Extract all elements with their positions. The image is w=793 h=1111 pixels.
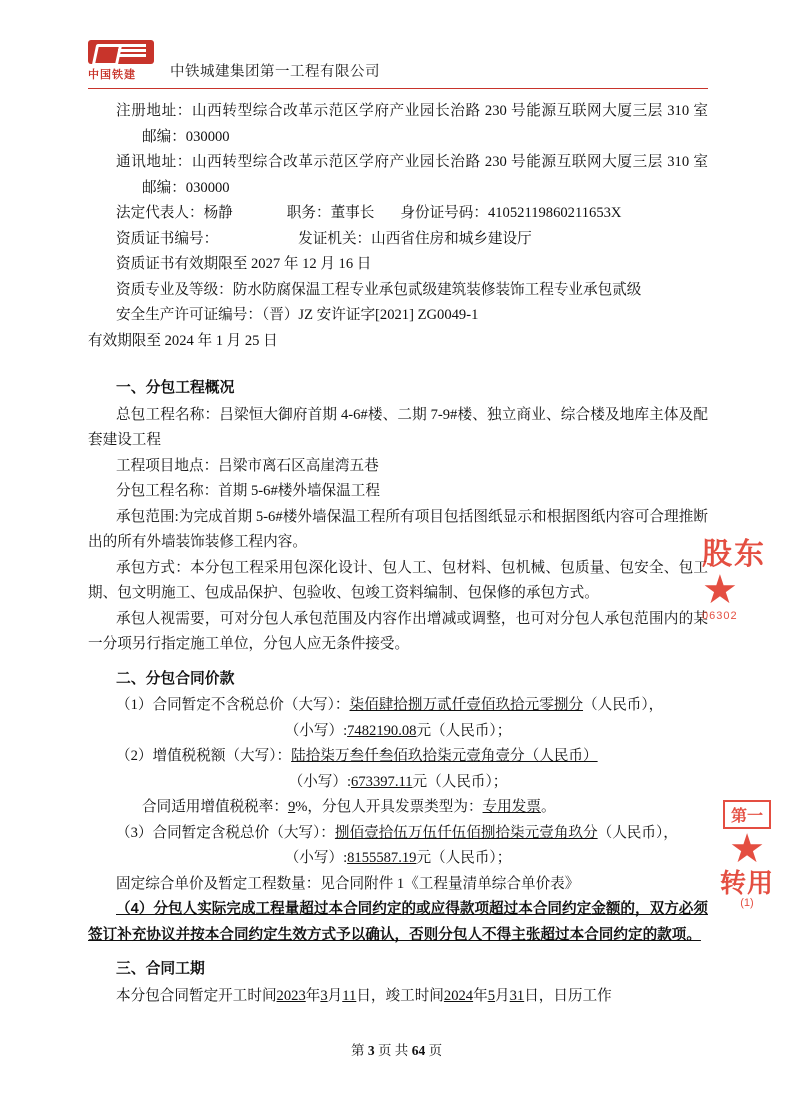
price-item2-line [88, 744, 708, 770]
price-item2-small-line [88, 770, 708, 796]
tax-rate-suffix: 。 [540, 799, 556, 815]
general-project-label: 总包工程名称： [116, 406, 220, 423]
stamp-b-sub: (1) [740, 897, 754, 909]
legal-rep-line [88, 201, 708, 227]
price-item3-prefix: （3）合同暂定含税总价（大写）： [116, 824, 335, 841]
year-unit-2: 年 [473, 987, 488, 1004]
price-item1-small-value: 7482190.08 [347, 722, 417, 739]
red-stamp-transfer [701, 800, 793, 930]
end-year: 2024 [443, 987, 474, 1004]
duration-line [88, 984, 708, 1010]
fixed-price-line: 固定综合单价及暂定工程数量：见合同附件 1《工程量清单综合单价表》 [116, 875, 580, 892]
general-project-value: 吕梁恒大御府首期 4-6#楼、二期 7-9#楼、独立商业、综合楼及地库主体及配套建设工程 [88, 406, 708, 448]
price-item1-small-suffix: 元（人民币）； [416, 722, 512, 739]
stamp-b-main: 转用 [719, 868, 774, 898]
star-icon: ★ [702, 568, 738, 612]
cert-valid-line: 资质证书有效期限至 2027 年 12 月 16 日 [116, 256, 372, 272]
section2-title: 二、分包合同价款 [116, 670, 235, 687]
tax-rate-mid: %，分包人开具发票类型为： [295, 799, 483, 815]
price-item1-small-prefix: （小写）: [284, 722, 348, 739]
company-name: 中铁城建集团第一工程有限公司 [170, 64, 380, 80]
price-item3-small-value: 8155587.19 [347, 850, 417, 866]
tax-rate-line [88, 795, 708, 821]
page-footer [0, 1039, 793, 1059]
price-item3-value: 捌佰壹拾伍万伍仟伍佰捌拾柒元壹角玖分 [334, 824, 598, 841]
mailing-postcode-value: 030000 [185, 179, 230, 196]
end-month: 5 [487, 987, 495, 1004]
section3-title: 三、合同工期 [116, 961, 205, 977]
price-item1-prefix: （1）合同暂定不含税总价（大写）： [116, 697, 350, 713]
sub-project-label: 分包工程名称： [116, 483, 219, 499]
site-line [88, 454, 708, 480]
month-unit-2: 月 [495, 987, 510, 1004]
price-item3-line [88, 821, 708, 847]
registered-postcode-label: 邮编： [142, 128, 186, 145]
sub-project-line [88, 479, 708, 505]
cert-no-line [88, 227, 708, 253]
general-project-line [88, 403, 708, 454]
registered-address-label: 注册地址： [116, 103, 192, 119]
tax-rate-prefix: 合同适用增值税税率： [142, 799, 288, 815]
footer-total-pages: 64 [411, 1043, 426, 1058]
registered-address-value: 山西转型综合改革示范区学府产业园长治路 230 号能源互联网大厦三层 310 室 [191, 103, 708, 119]
sub-project-value: 首期 5-6#楼外墙保温工程 [218, 483, 380, 499]
start-year: 2023 [276, 987, 306, 1004]
month-unit-1: 月 [327, 987, 343, 1004]
mailing-postcode-label: 邮编： [142, 179, 186, 196]
price-item3-suffix: （人民币）， [597, 824, 678, 841]
start-month: 3 [320, 987, 328, 1004]
star-icon-2: ★ [729, 827, 765, 871]
letterhead [88, 40, 708, 89]
railway-logo-icon [88, 40, 154, 64]
site-label: 工程项目地点： [116, 457, 219, 474]
mailing-address-label: 通讯地址： [116, 154, 192, 170]
duration-prefix: 本分包合同暂定开工时间 [116, 987, 277, 1004]
mode-line: 承包方式：本分包工程采用包深化设计、包人工、包材料、包机械、包质量、包安全、包工期、包文明施工、包成品保护、包验收、包竣工资料编制、包保修的承包方式。 [88, 559, 708, 601]
price-item2-small-suffix: 元（人民币）； [412, 773, 508, 790]
price-item4-line: （4）分包人实际完成工程量超过本合同约定的或应得款项超过本合同约定金额的，双方必须签订补充协议并按本合同约定生效方式予以确认，否则分包人不得主张超过本合同约定的款项。 [88, 901, 708, 943]
section1-title: 一、分包工程概况 [116, 380, 235, 396]
issuer-value: 山西省住房和城乡建设厅 [371, 230, 532, 247]
mailing-address-value: 山西转型综合改革示范区学府产业园长治路 230 号能源互联网大厦三层 310 室 [191, 154, 708, 170]
footer-suffix: 页 [428, 1043, 443, 1058]
cert-no-label: 资质证书编号： [116, 230, 219, 247]
footer-page-number: 3 [367, 1043, 375, 1058]
footer-prefix: 第 [350, 1043, 365, 1058]
legal-rep-label: 法定代表人： [116, 205, 204, 221]
year-unit-1: 年 [305, 987, 321, 1004]
price-item2-value: 陆拾柒万叁仟叁佰玖拾柒元壹角壹分（人民币） [291, 748, 598, 764]
stamp-b-top: 第一 [723, 800, 771, 829]
duration-mid: 竣工时间 [385, 987, 444, 1004]
mailing-address-line [88, 150, 708, 201]
safety-license-line: 安全生产许可证编号：（晋）JZ 安许证字[2021] ZG0049-1 [116, 307, 479, 323]
red-stamp-shareholder [702, 540, 793, 650]
site-value: 吕梁市离石区高崖湾五巷 [218, 457, 379, 474]
footer-mid: 页 共 [377, 1043, 409, 1058]
price-item3-small-suffix: 元（人民币）； [416, 850, 512, 866]
issuer-label: 发证机关： [298, 230, 372, 247]
legal-rep-value: 杨静 [203, 205, 233, 221]
position-value: 董事长 [330, 205, 375, 221]
document-body [88, 99, 708, 1009]
adjust-line: 承包人视需要，可对分包人承包范围及内容作出增减或调整，也可对分包人承包范围内的某一分项另行指定施工单位，分包人应无条件接受。 [88, 610, 708, 652]
id-value: 41052119860211653X [487, 205, 622, 221]
price-item1-value: 柒佰肆拾捌万贰仟壹佰玖拾元零捌分 [349, 697, 584, 713]
price-item1-suffix: （人民币）， [583, 697, 664, 713]
price-item1-small-line [88, 719, 708, 745]
safety-valid-line: 有效期限至 2024 年 1 月 25 日 [88, 332, 278, 349]
registered-postcode-value: 030000 [185, 128, 230, 145]
invoice-type-value: 专用发票 [482, 799, 541, 815]
scope-line: 承包范围:为完成首期 5-6#楼外墙保温工程所有项目包括图纸显示和根据图纸内容可合理推断出的所有外墙装饰装修工程内容。 [88, 508, 708, 550]
start-day: 11 [342, 987, 357, 1004]
end-day: 31 [509, 987, 525, 1004]
stamp-a-code: 06302 [702, 610, 738, 622]
page-content [88, 40, 708, 1009]
price-item3-small-prefix: （小写）: [284, 850, 348, 866]
id-label: 身份证号码： [400, 205, 488, 221]
qualification-line: 资质专业及等级：防水防腐保温工程专业承包贰级建筑装修装饰工程专业承包贰级 [116, 281, 642, 298]
price-item3-small-line [88, 846, 708, 872]
company-logo [88, 40, 162, 84]
price-item2-small-prefix: （小写）: [288, 773, 352, 790]
day-unit-1: 日， [356, 987, 386, 1004]
price-item1-line [88, 693, 708, 719]
price-item2-small-value: 673397.11 [351, 773, 413, 790]
logo-text: 中国铁建 [88, 69, 136, 81]
stamp-a-text: 股东 [702, 538, 766, 571]
registered-address-line [88, 99, 708, 150]
position-label: 职务： [286, 205, 331, 221]
duration-suffix: 日，日历工作 [524, 987, 612, 1004]
price-item2-prefix: （2）增值税税额（大写）： [116, 748, 292, 764]
tax-rate-value: 9 [287, 799, 296, 815]
